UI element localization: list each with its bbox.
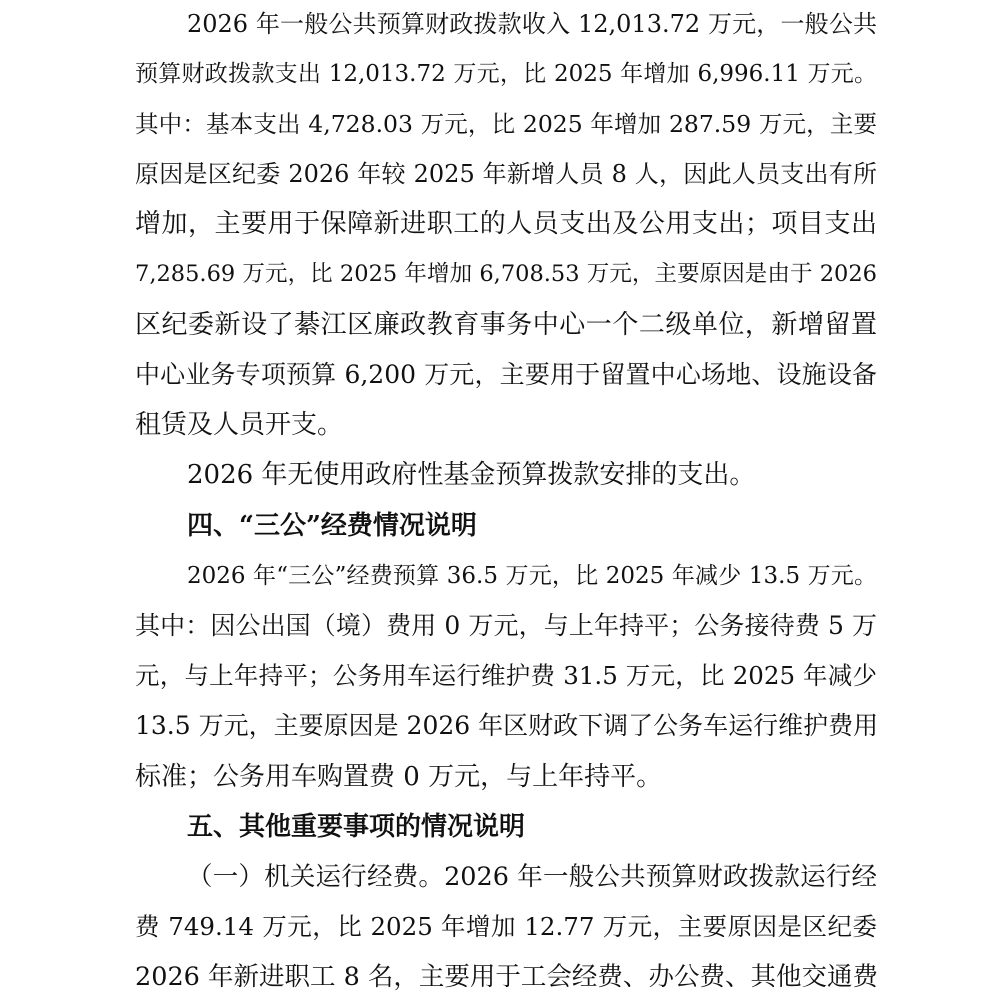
paragraph-line: 租赁及人员开支。 (135, 410, 344, 440)
paragraph-line: 13.5 万元，主要原因是 2026 年区财政下调了公务车运行维护费用 (135, 711, 879, 740)
section-heading-san-gong: 四、“三公”经费情况说明 (187, 511, 477, 541)
paragraph-line: 2026 年“三公”经费预算 36.5 万元，比 2025 年减少 13.5 万元。 (187, 563, 877, 589)
paragraph-line: 预算财政拨款支出 12,013.72 万元，比 2025 年增加 6,996.11 万元。 (135, 61, 877, 87)
paragraph-line: 原因是区纪委 2026 年较 2025 年新增人员 8 人，因此人员支出有所 (135, 160, 877, 188)
paragraph-line: 增加，主要用于保障新进职工的人员支出及公用支出；项目支出 (135, 209, 877, 239)
paragraph-line: 7,285.69 万元，比 2025 年增加 6,708.53 万元，主要原因是由于 2026 (135, 261, 877, 287)
paragraph-line: 标准；公务用车购置费 0 万元，与上年持平。 (135, 762, 663, 792)
paragraph-line: 其中：因公出国（境）费用 0 万元，与上年持平；公务接待费 5 万 (135, 611, 877, 640)
paragraph-line: 2026 年无使用政府性基金预算拨款安排的支出。 (187, 460, 756, 490)
paragraph-line: （一）机关运行经费。2026 年一般公共预算财政拨款运行经 (187, 862, 877, 892)
paragraph-line: 其中：基本支出 4,728.03 万元，比 2025 年增加 287.59 万元，主要 (135, 110, 877, 138)
paragraph-line: 2026 年新进职工 8 名，主要用于工会经费、办公费、其他交通费 (135, 962, 878, 992)
paragraph-line: 中心业务专项预算 6,200 万元，主要用于留置中心场地、设施设备 (135, 360, 877, 389)
paragraph-line: 区纪委新设了綦江区廉政教育事务中心一个二级单位，新增留置 (135, 310, 877, 340)
paragraph-line: 费 749.14 万元，比 2025 年增加 12.77 万元，主要原因是区纪委 (135, 912, 877, 941)
paragraph-line: 元，与上年持平；公务用车运行维护费 31.5 万元，比 2025 年减少 (135, 661, 877, 690)
section-heading-other-matters: 五、其他重要事项的情况说明 (187, 812, 526, 842)
paragraph-line: 2026 年一般公共预算财政拨款收入 12,013.72 万元，一般公共 (187, 10, 877, 38)
